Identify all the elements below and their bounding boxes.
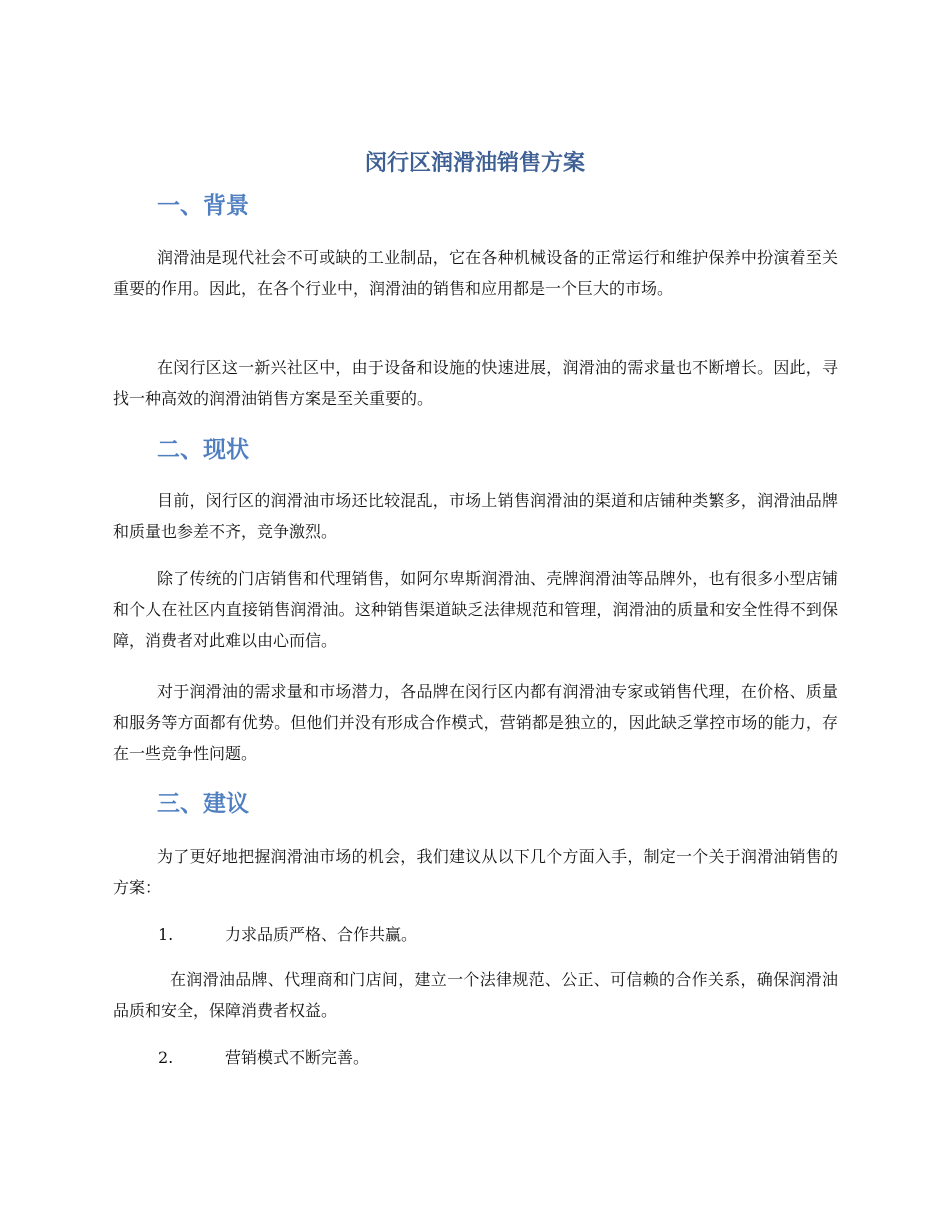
paragraph: 除了传统的门店销售和代理销售，如阿尔卑斯润滑油、壳牌润滑油等品牌外，也有很多小型店铺和个人在社区内直接销售润滑油。这种销售渠道缺乏法律规范和管理，润滑油的质量和安全性得不到保障，消费者对此难以由心而信。 <box>113 569 838 650</box>
list-number: 1. <box>158 925 174 944</box>
paragraph: 为了更好地把握润滑油市场的机会，我们建议从以下几个方面入手，制定一个关于润滑油销售的方案： <box>113 847 838 897</box>
list-item <box>158 919 417 950</box>
section-heading-status: 二、现状 <box>157 437 249 463</box>
list-number: 2. <box>158 1048 174 1067</box>
paragraph: 润滑油是现代社会不可或缺的工业制品，它在各种机械设备的正常运行和维护保养中扮演着至关重要的作用。因此，在各个行业中，润滑油的销售和应用都是一个巨大的市场。 <box>113 248 838 298</box>
document-title: 闵行区润滑油销售方案 <box>364 151 585 176</box>
section-heading-suggestions: 三、建议 <box>157 791 249 817</box>
list-text: 力求品质严格、合作共赢。 <box>225 925 418 944</box>
paragraph: 目前，闵行区的润滑油市场还比较混乱，市场上销售润滑油的渠道和店铺种类繁多，润滑油品牌和质量也参差不齐，竞争激烈。 <box>113 491 838 541</box>
list-item <box>158 1042 369 1073</box>
section-heading-background: 一、背景 <box>157 193 249 219</box>
paragraph: 对于润滑油的需求量和市场潜力，各品牌在闵行区内都有润滑油专家或销售代理，在价格、质量和服务等方面都有优势。但他们并没有形成合作模式，营销都是独立的，因此缺乏掌控市场的能力，存在一些竞争性问题。 <box>113 682 838 763</box>
paragraph: 在润滑油品牌、代理商和门店间，建立一个法律规范、公正、可信赖的合作关系，确保润滑油品质和安全，保障消费者权益。 <box>113 970 838 1020</box>
list-text: 营销模式不断完善。 <box>225 1048 370 1067</box>
paragraph: 在闵行区这一新兴社区中，由于设备和设施的快速进展，润滑油的需求量也不断增长。因此，寻找一种高效的润滑油销售方案是至关重要的。 <box>113 358 838 408</box>
